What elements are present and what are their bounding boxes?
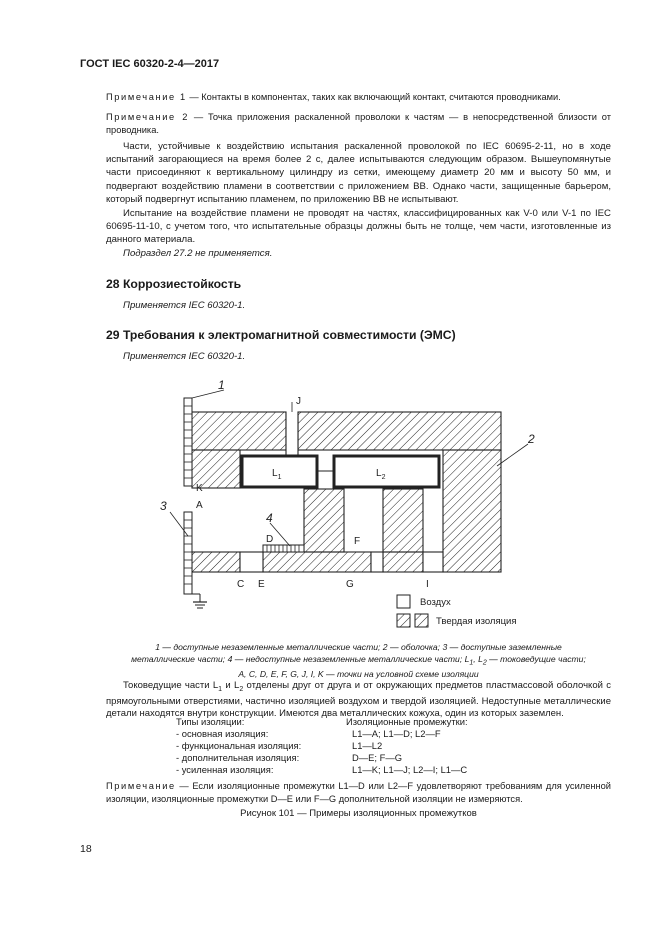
legend-solid-swatch-1 xyxy=(397,614,410,627)
row-type-functional: - функциональная изоляция: xyxy=(176,740,302,751)
air-gap-c-e xyxy=(240,552,263,572)
air-gap-i xyxy=(423,552,443,572)
page-number: 18 xyxy=(80,843,92,855)
figure-title: Рисунок 101 — Примеры изоляционных промежутков xyxy=(240,808,477,819)
figure-legend-caption: 1 — доступные незаземленные металлические части; 2 — оболочка; 3 — доступные заземленные металлические части; 4 — недоступные незаземленные металлические части; $L_1$, $L_2$ — токоведущие части; A, C, D, E, F, G, J, I, K — точки на условной схеме изоляции xyxy=(131,642,586,679)
callout-4: 4 xyxy=(266,511,273,525)
point-e: E xyxy=(258,579,265,590)
point-c: C xyxy=(237,579,245,590)
label-l1: $L_1$ xyxy=(272,468,282,481)
insulation-types-header: Типы изоляции: xyxy=(176,716,245,727)
figure-explanation: Токоведущие части $L_1$ и $L_2$ отделены друг от друга и от окружающих предметов пластмассовой оболочкой с прямоугольными отверстиями, частично изоляцией воздухом и твердой изоляцией. Недоступные металлические детали находятся внутри конструкции. Имеются два металлических кожуха, один из которых заземлен. xyxy=(106,680,611,719)
row-gaps-basic: L1—A; L1—D; L2—F xyxy=(352,728,441,739)
legend-air-label: Воздух xyxy=(420,597,451,608)
paragraph-flame-exempt: Испытание на воздействие пламени не проводят на частях, классифицированных как V-0 или V-1 по IEC 60695-11-10, с учетом того, что испытательные образцы должны быть не толще, чем части, изготовленные из данного материала. xyxy=(106,208,611,246)
insulation-diagram xyxy=(0,370,661,640)
point-g: G xyxy=(346,579,354,590)
point-i: I xyxy=(426,579,429,590)
point-a: A xyxy=(196,500,203,511)
row-gaps-supplementary: D—E; F—G xyxy=(352,752,403,763)
section-29-title: 29 Требования к электромагнитной совместимости (ЭМС) xyxy=(106,328,456,342)
note-2: Примечание 2 — Точка приложения раскаленной проволоки к частям — в непосредственной близости от проводника. xyxy=(106,112,612,136)
point-f: F xyxy=(354,536,361,547)
air-gap-g xyxy=(371,552,383,572)
point-j: J xyxy=(296,396,301,407)
live-part-l2 xyxy=(334,456,439,487)
note-1: Примечание 1 — Контакты в компонентах, таких как включающий контакт, считаются проводниками. xyxy=(106,92,561,102)
paragraph-subclause-27-2: Подраздел 27.2 не применяется. xyxy=(123,248,273,259)
row-type-reinforced: - усиленная изоляция: xyxy=(176,764,274,775)
row-gaps-functional: L1—L2 xyxy=(352,740,383,751)
insulation-gaps-header: Изоляционные промежутки: xyxy=(346,716,468,727)
legend-solid-swatch-2 xyxy=(415,614,428,627)
label-l2: $L_2$ xyxy=(376,468,386,481)
legend-solid-label: Твердая изоляция xyxy=(436,616,517,627)
air-gap-j xyxy=(286,412,298,456)
document-header: ГОСТ IEC 60320-2-4—2017 xyxy=(80,58,220,70)
row-type-supplementary: - дополнительная изоляция: xyxy=(176,752,300,763)
callout-1: 1 xyxy=(218,378,225,392)
paragraph-flame-test: Части, устойчивые к воздействию испытания раскаленной проволокой по IEC 60695-2-11, но в ходе испытаний загорающиеся на время более 2 с, далее испытываются следующим образом. Вышеупомянутые части присоединяют к вертикальному цилиндру из сетки, имеющему диаметр 20 мм и высоту 50 мм, и подвергают воздействию пламени в соответствии с приложением ВВ. Однако части, защищенные барьером, который подвергнут испытанию пламенем, по приложению ВВ не испытывают. xyxy=(106,141,611,205)
section-29-text: Применяется IEC 60320-1. xyxy=(123,351,246,362)
inaccessible-metal-part xyxy=(263,545,304,552)
point-k: K xyxy=(196,483,203,494)
enclosure xyxy=(192,412,501,572)
point-d: D xyxy=(266,534,274,545)
callout-2: 2 xyxy=(528,432,535,446)
legend-air-swatch xyxy=(397,595,410,608)
accessible-ungrounded-metal xyxy=(184,398,192,486)
callout-3: 3 xyxy=(160,499,167,513)
row-gaps-reinforced: L1—K; L1—J; L2—I; L1—C xyxy=(352,764,468,775)
row-type-basic: - основная изоляция: xyxy=(176,728,269,739)
note-bottom: Примечание — Если изоляционные промежутки L1—D или L2—F удовлетворяют требованиям для усиленной изоляции, изоляционные промежутки D—E или F—G дополнительной изоляции не измеряются. xyxy=(106,781,611,805)
live-part-l1 xyxy=(242,456,317,487)
section-28-title: 28 Коррозиестойкость xyxy=(106,277,242,291)
section-28-text: Применяется IEC 60320-1. xyxy=(123,300,246,311)
